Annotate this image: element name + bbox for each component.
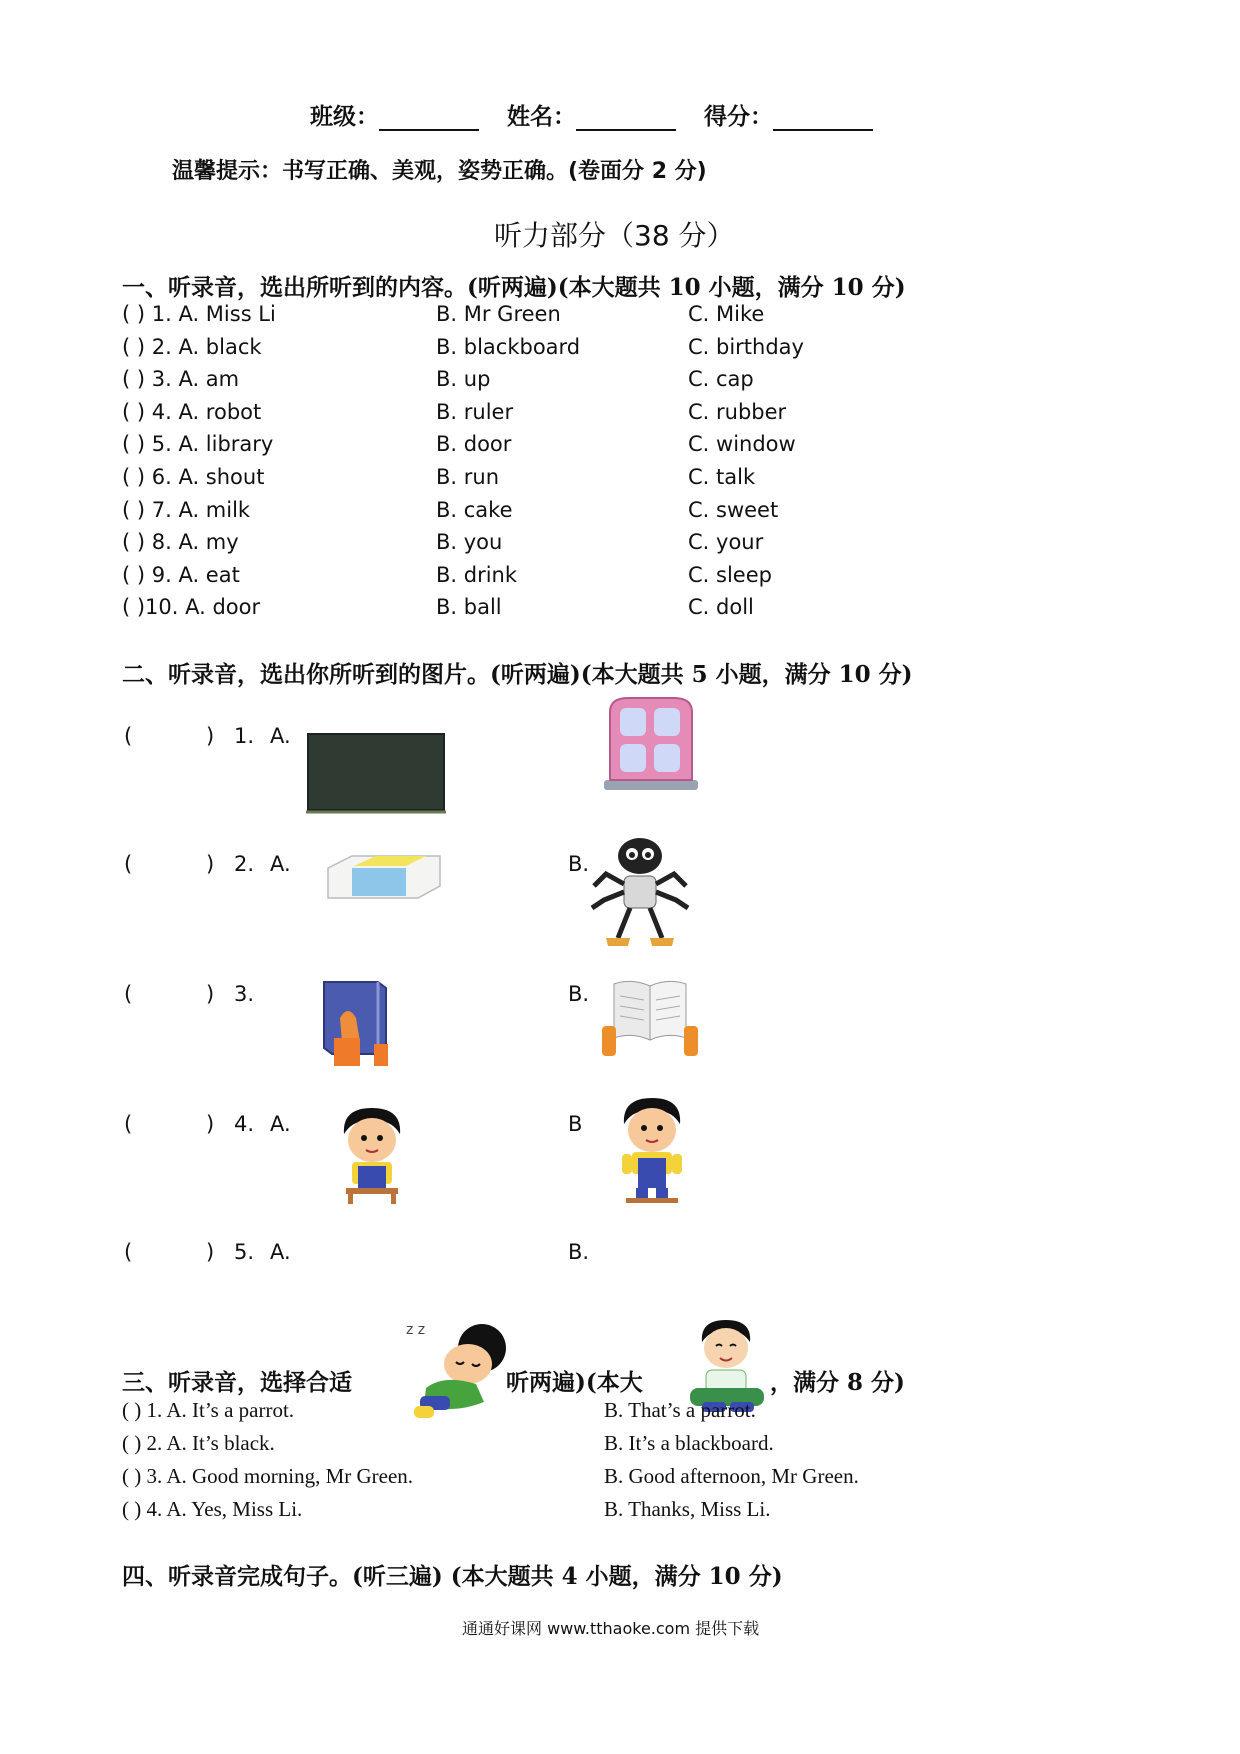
section2-title: 二、听录音，选出你所听到的图片。(听两遍)(本大题共 5 小题，满分 10 分) [122,661,913,688]
sleeping-boy-picture [404,1318,520,1424]
question-option-c: C. talk [688,465,756,489]
name-label: 姓名： [507,104,577,130]
response-option-a: ( ) 4. A. Yes, Miss Li. [122,1497,303,1521]
question-option-b: B. ball [436,595,502,619]
question-option-a: ( ) 9. A. eat [122,563,240,587]
question-option-c: C. window [688,432,796,456]
boy-standing-picture [612,1094,692,1206]
window-picture [598,694,702,794]
section4-title: 四、听录音完成句子。(听三遍) (本大题共 4 小题，满分 10 分) [122,1563,783,1590]
blackboard-picture [306,732,446,814]
question-option-b: B. blackboard [436,335,581,359]
question-option-b: B. door [436,432,512,456]
picture-question-paren: ( [124,852,133,876]
question-option-b: B. cake [436,498,513,522]
picture-question-b: B. [568,852,590,876]
score-blank[interactable] [773,107,873,131]
response-option-b: B. It’s a blackboard. [604,1431,774,1455]
closed-book-picture [316,978,406,1070]
picture-question-num: 5. [234,1240,255,1264]
question-option-b: B. up [436,367,491,391]
picture-question-close: ) [206,1112,215,1136]
question-option-c: C. sleep [688,563,772,587]
question-option-a: ( ) 2. A. black [122,335,262,359]
question-option-c: C. cap [688,367,754,391]
boy-sitting-picture [334,1104,410,1204]
question-option-a: ( ) 3. A. am [122,367,240,391]
picture-question-b: B [568,1112,583,1136]
robot-picture [584,834,696,950]
response-option-b: B. Good afternoon, Mr Green. [604,1464,859,1488]
section3-title-part2: 听两遍)(本大 [506,1369,643,1396]
response-option-a: ( ) 3. A. Good morning, Mr Green. [122,1464,414,1488]
section3-title-part1: 三、听录音，选择合适 [122,1369,352,1396]
score-label: 得分： [704,104,774,130]
question-option-a: ( ) 4. A. robot [122,400,262,424]
picture-question-close: ) [206,1240,215,1264]
response-option-a: ( ) 1. A. It’s a parrot. [122,1398,295,1422]
question-option-c: C. your [688,530,764,554]
question-option-a: ( ) 7. A. milk [122,498,251,522]
response-option-b: B. Thanks, Miss Li. [604,1497,771,1521]
question-option-b: B. run [436,465,500,489]
question-option-b: B. Mr Green [436,302,561,326]
picture-question-close: ) [206,724,215,748]
question-option-c: C. Mike [688,302,765,326]
response-option-a: ( ) 2. A. It’s black. [122,1431,275,1455]
picture-question-a: A. [270,1240,291,1264]
question-option-a: ( ) 6. A. shout [122,465,265,489]
picture-question-a: A. [270,1112,291,1136]
response-option-b: B. That’s a parrot. [604,1398,756,1422]
section3-title-part3: ，满分 8 分) [770,1369,905,1396]
picture-question-num: 1. [234,724,255,748]
picture-question-num: 3. [234,982,255,1006]
tip-text: 温馨提示：书写正确、美观，姿势正确。(卷面分 2 分) [172,159,707,184]
picture-question-close: ) [206,982,215,1006]
rubber-picture [322,852,446,902]
picture-question-b: B. [568,982,590,1006]
picture-question-paren: ( [124,1240,133,1264]
picture-question-b: B. [568,1240,590,1264]
footer-text: 通通好课网 www.tthaoke.com 提供下载 [462,1619,760,1638]
part-title: 听力部分（38 分） [494,219,735,252]
open-book-picture [600,976,700,1060]
section1-title: 一、听录音，选出所听到的内容。(听两遍)(本大题共 10 小题，满分 10 分) [122,274,906,301]
question-option-c: C. birthday [688,335,804,359]
question-option-b: B. drink [436,563,518,587]
picture-question-close: ) [206,852,215,876]
question-option-b: B. you [436,530,503,554]
info-line [310,98,893,131]
question-option-a: ( )10. A. door [122,595,261,619]
class-blank[interactable] [379,107,479,131]
picture-question-paren: ( [124,982,133,1006]
svg-text:z z: z z [406,1322,426,1338]
question-option-c: C. sweet [688,498,779,522]
question-option-c: C. doll [688,595,754,619]
picture-question-a: A. [270,852,291,876]
question-option-a: ( ) 5. A. library [122,432,274,456]
picture-question-a: A. [270,724,291,748]
picture-question-num: 4. [234,1112,255,1136]
question-option-b: B. ruler [436,400,514,424]
question-option-a: ( ) 8. A. my [122,530,239,554]
question-option-c: C. rubber [688,400,787,424]
picture-question-paren: ( [124,724,133,748]
question-option-a: ( ) 1. A. Miss Li [122,302,276,326]
picture-question-paren: ( [124,1112,133,1136]
picture-question-num: 2. [234,852,255,876]
class-label: 班级： [310,104,379,130]
name-blank[interactable] [576,107,676,131]
